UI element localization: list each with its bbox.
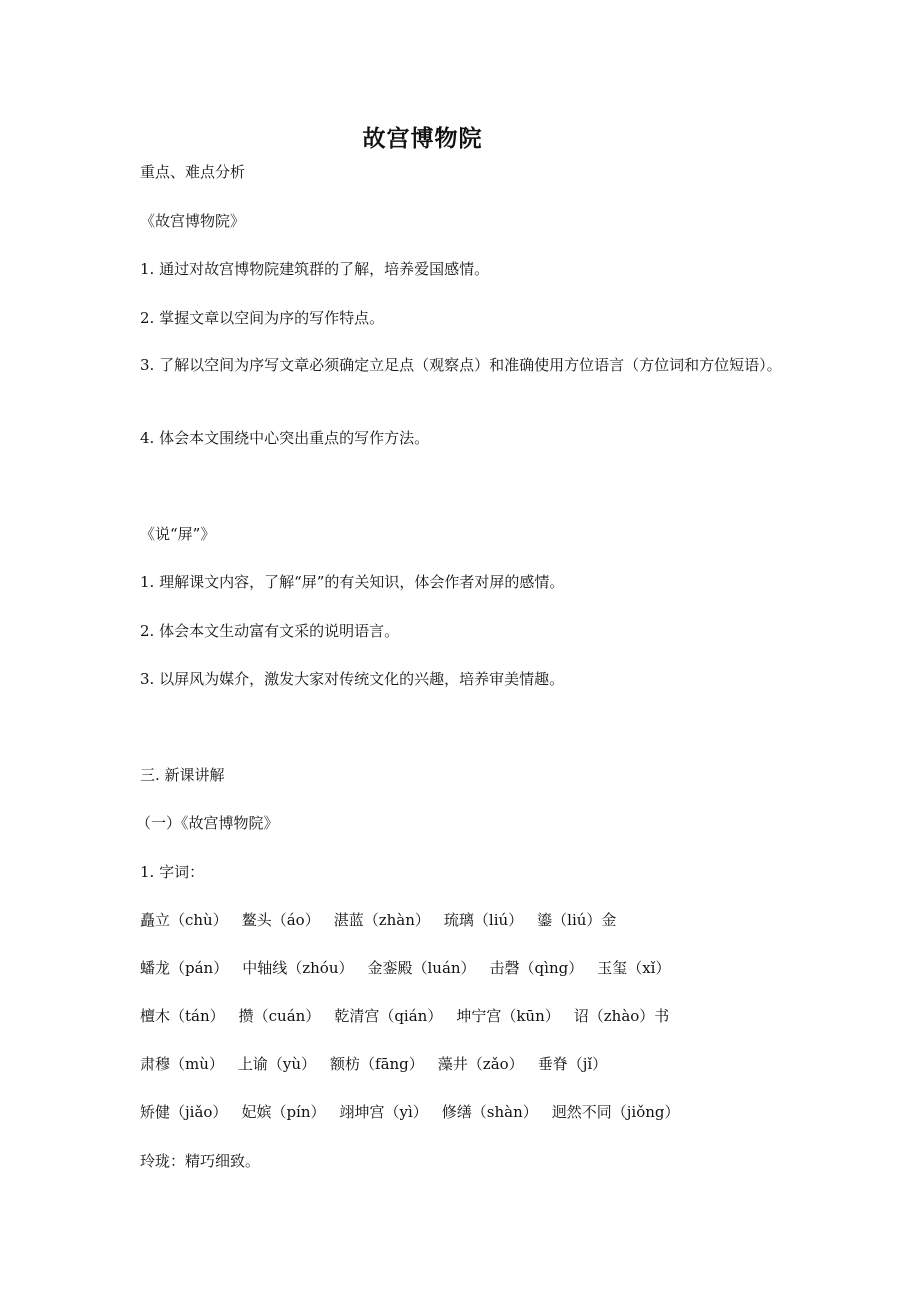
vocab-item: 肃穆（mù） bbox=[140, 1055, 224, 1073]
vocab-row-4 bbox=[140, 1054, 621, 1074]
section2-item-3: 3. 以屏风为媒介，激发大家对传统文化的兴趣，培养审美情趣。 bbox=[140, 670, 565, 688]
vocab-item: 中轴线（zhóu） bbox=[242, 959, 354, 977]
page-title: 故宫博物院 bbox=[362, 125, 483, 152]
vocab-item: 蟠龙（pán） bbox=[140, 959, 229, 977]
vocab-item: 鎏（liú）金 bbox=[537, 911, 617, 929]
vocab-item: 诏（zhào）书 bbox=[573, 1007, 670, 1025]
vocab-item: 矫健（jiǎo） bbox=[140, 1103, 228, 1121]
vocab-item: 额枋（fāng） bbox=[330, 1055, 424, 1073]
vocab-item: 坤宁宫（kūn） bbox=[456, 1007, 560, 1025]
vocab-row-1 bbox=[140, 910, 630, 930]
section2-item-1: 1. 理解课文内容，了解“屏”的有关知识，体会作者对屏的感情。 bbox=[140, 573, 565, 591]
section1-item-4: 4. 体会本文围绕中心突出重点的写作方法。 bbox=[140, 429, 430, 447]
vocab-item: 乾清宫（qián） bbox=[334, 1007, 443, 1025]
subtitle: 重点、难点分析 bbox=[140, 163, 246, 181]
vocab-item: 玉玺（xǐ） bbox=[597, 959, 671, 977]
vocab-item: 翊坤宫（yì） bbox=[339, 1103, 428, 1121]
vocab-item: 妃嫔（pín） bbox=[241, 1103, 326, 1121]
section1-item-3: 3. 了解以空间为序写文章必须确定立足点（观察点）和准确使用方位语言（方位词和方位短语）。 bbox=[140, 356, 782, 374]
vocab-row-5 bbox=[140, 1102, 694, 1122]
vocab-item: 上谕（yù） bbox=[237, 1055, 317, 1073]
vocab-item: 垂脊（jǐ） bbox=[537, 1055, 608, 1073]
section1-heading: 《故宫博物院》 bbox=[140, 212, 246, 230]
section2-item-2: 2. 体会本文生动富有文采的说明语言。 bbox=[140, 622, 400, 640]
vocab-item: 修缮（shàn） bbox=[441, 1103, 538, 1121]
vocab-row-3 bbox=[140, 1006, 683, 1026]
vocab-row-2 bbox=[140, 958, 684, 978]
section3-subheading: （一）《故宫博物院》 bbox=[136, 814, 279, 832]
definition: 玲珑：精巧细致。 bbox=[140, 1152, 261, 1170]
section1-item-1: 1. 通过对故宫博物院建筑群的了解，培养爱国感情。 bbox=[140, 260, 490, 278]
words-label: 1. 字词： bbox=[140, 863, 205, 881]
vocab-item: 迥然不同（jiǒng） bbox=[551, 1103, 680, 1121]
vocab-item: 檀木（tán） bbox=[140, 1007, 225, 1025]
vocab-item: 藻井（zǎo） bbox=[437, 1055, 524, 1073]
vocab-item: 鳌头（áo） bbox=[241, 911, 320, 929]
section1-item-2: 2. 掌握文章以空间为序的写作特点。 bbox=[140, 309, 385, 327]
vocab-item: 击磬（qìng） bbox=[489, 959, 584, 977]
section2-heading: 《说“屏”》 bbox=[140, 525, 216, 543]
vocab-item: 攒（cuán） bbox=[238, 1007, 321, 1025]
vocab-item: 矗立（chù） bbox=[140, 911, 228, 929]
vocab-item: 湛蓝（zhàn） bbox=[333, 911, 430, 929]
section3-heading: 三. 新课讲解 bbox=[140, 766, 225, 784]
vocab-item: 金銮殿（luán） bbox=[367, 959, 476, 977]
vocab-item: 琉璃（liú） bbox=[443, 911, 524, 929]
